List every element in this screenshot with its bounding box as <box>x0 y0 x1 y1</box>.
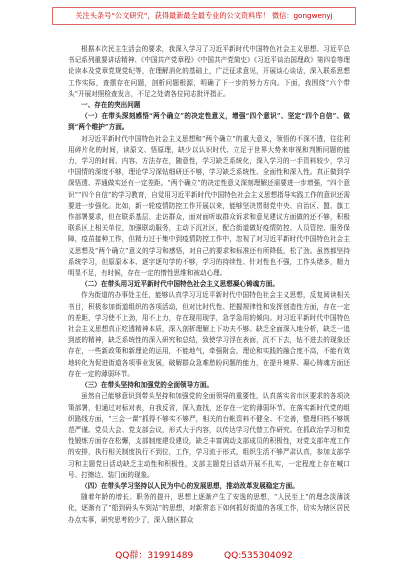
item-heading-3: （三）在带头坚持和加强党的全面领导方面。 <box>81 381 214 390</box>
promo-banner: 关注头条号“公文研究”，获得最新最全最专业的公文资料库！ 微信：gongwenyj <box>52 7 356 25</box>
item-heading-2: （二）在带头用习近平新时代中国特色社会主义思想凝心铸魂方面。 <box>81 280 280 289</box>
item-paragraph-3: 虽然自己能够意识到带头坚持和加强党的全面领导的重要性，认真落实省市区要求的各项决策部署，但通过对标对表，自我反省，深入查找，还存在一定的薄弱环节。在落实新时代党的组织路线方面，“三会一课”抓得不够实不够严，相关的台帐资料不健全、不完善，整理归档不够规范严谨。党员大会、党支部会议，形式大于内容，以传达学习代替工作研究。在抓政治学习和党性锻炼方面存在松懈，支部制度建设建设，缺乏丰富调动支部成员的积极性，对党支部年度工作的安排，执行相关制度执行不到位，工作，学习流于形式，组织生活不够严肃认真，参加支部学习和主题党日活动缺乏主动性和积极性，支部主题党日活动开展不扎实，一定程度上存在喊口号、打擦边、装门面的现象。 <box>68 392 350 479</box>
qq-group: QQ群：31991489 <box>115 551 194 561</box>
intro-paragraph: 根据本次民主生活会的要求，我深入学习了习近平新时代中国特色社会主义思想、习近平总书记系列重要讲话精神、《中国共产党章程》《中国共产党简史》《习近平谈治国理政》第四卷等理论读本及党章党规党纪等，在理解消化的基础上，广泛征求意见，开展谈心谈话，深入联系思想工作实际，查摆存在问题，剖析问题根源，明确了下一步的努力方向。下面，我围绕“六个带头”开展对照检查发言，不足之处请各位同志批评指正。 <box>68 45 350 98</box>
item-heading-1: （一）在带头深刻感悟“两个确立”的决定性意义，增强“四个意识”、坚定“四个自信”、做到“两个维护”方面。 <box>68 112 350 132</box>
qq-number: QQ:535304092 <box>224 551 293 561</box>
item-paragraph-1: 对习近平新时代中国特色社会主义思想和“两个确立”的重大意义，领悟的不深不透，往往利用碎片化的时间，读原文、悟原理，缺少以认识时代、立足于世界大势来审视和判断问题的能力，学习的时间、内容、方法存在，随意性，学习缺乏系统化，深入学习的一手资料较少，学习中国情的深度不够，理论学习深钻细研还不够，学习缺乏系统性、全面性和深入性。真正做到学深悟透、弄通做实还有一定差距。“两个确立”的决定性意义深刻理解还需要进一步增强，“四个意识”“四个自信”的学习教育，自觉用习近平新时代中国特色社会主义思想指导实践工作的意识还需要进一步强化。比如，新一轮疫情防控工作开展以来，能够坚决贯彻党中央、自治区、盟、旗工作部署要求，但在联系基层、走访群众，面对面听取群众诉求和意见建议方面做的还不够，积极联系区上相关单位，加强联动服务，主动下沉社区，配合街道做好疫情防控、人员管控、服务保障，疫苗接种工作，但精力过于集中到疫情防控工作中，忽视了对习近平新时代中国特色社会主义思想及“两个确立”意义的学习和感悟，对自己的要求和标准还有所降低，松了劲。虽然都坚持系统学习，但原原本本、逐字逐句学的不够，学习的持续性、针对性也不强，工作头绪多，精力明显不足，有时候，存在一定的惰性思维和被动心理。 <box>68 134 350 278</box>
document-body <box>68 44 350 544</box>
section-heading: 一、存在的突出问题 <box>81 101 141 110</box>
item-heading-4: （四）在带头学习坚持以人民为中心的发展思想，推动改革发展稳定方面。 <box>81 481 299 490</box>
item-paragraph-2: 作为街道的办事处主任，能够认真学习习近平新时代中国特色社会主义思想，反复阅读相关书目，积极参加街道组织的各项活动，但对比时代性、把握规律性和发挥创造性方面，存在一定的差距，学习使不上劲，用不上力，存在现用现学，急学急用的倾向。对习近平新时代中国特色社会主义思想真正吃透精神本质，深入剖析理解上下功夫不够。缺乏全面深入地分析，缺乏一追到底的精神，缺乏系统性的深入研究和总结，致使学习浮在表面，沉不下去，钻不进去的现象还存在，一些新政策和新理论的运用，不能地气，牵强附会，理论和实践的融合度不高，不能有效地转化为促进街道各项事业发展，破解群众急难愁盼问题的能力，在提升境界、凝心铸魂方面还存在一定的薄弱环节。 <box>68 291 350 378</box>
contact-footer <box>0 548 408 561</box>
item-paragraph-4: 随着年龄的增长、职务的提升，思想上逐渐产生了安逸的思想，“人民至上”的理念淡薄淡化，逐渐有了“船到码头车到站”的思想，对新常态下如何抓好街道的各项工作，切实为辖区居民办点实事，研究思考的少了，深入辖区群众 <box>68 493 350 524</box>
